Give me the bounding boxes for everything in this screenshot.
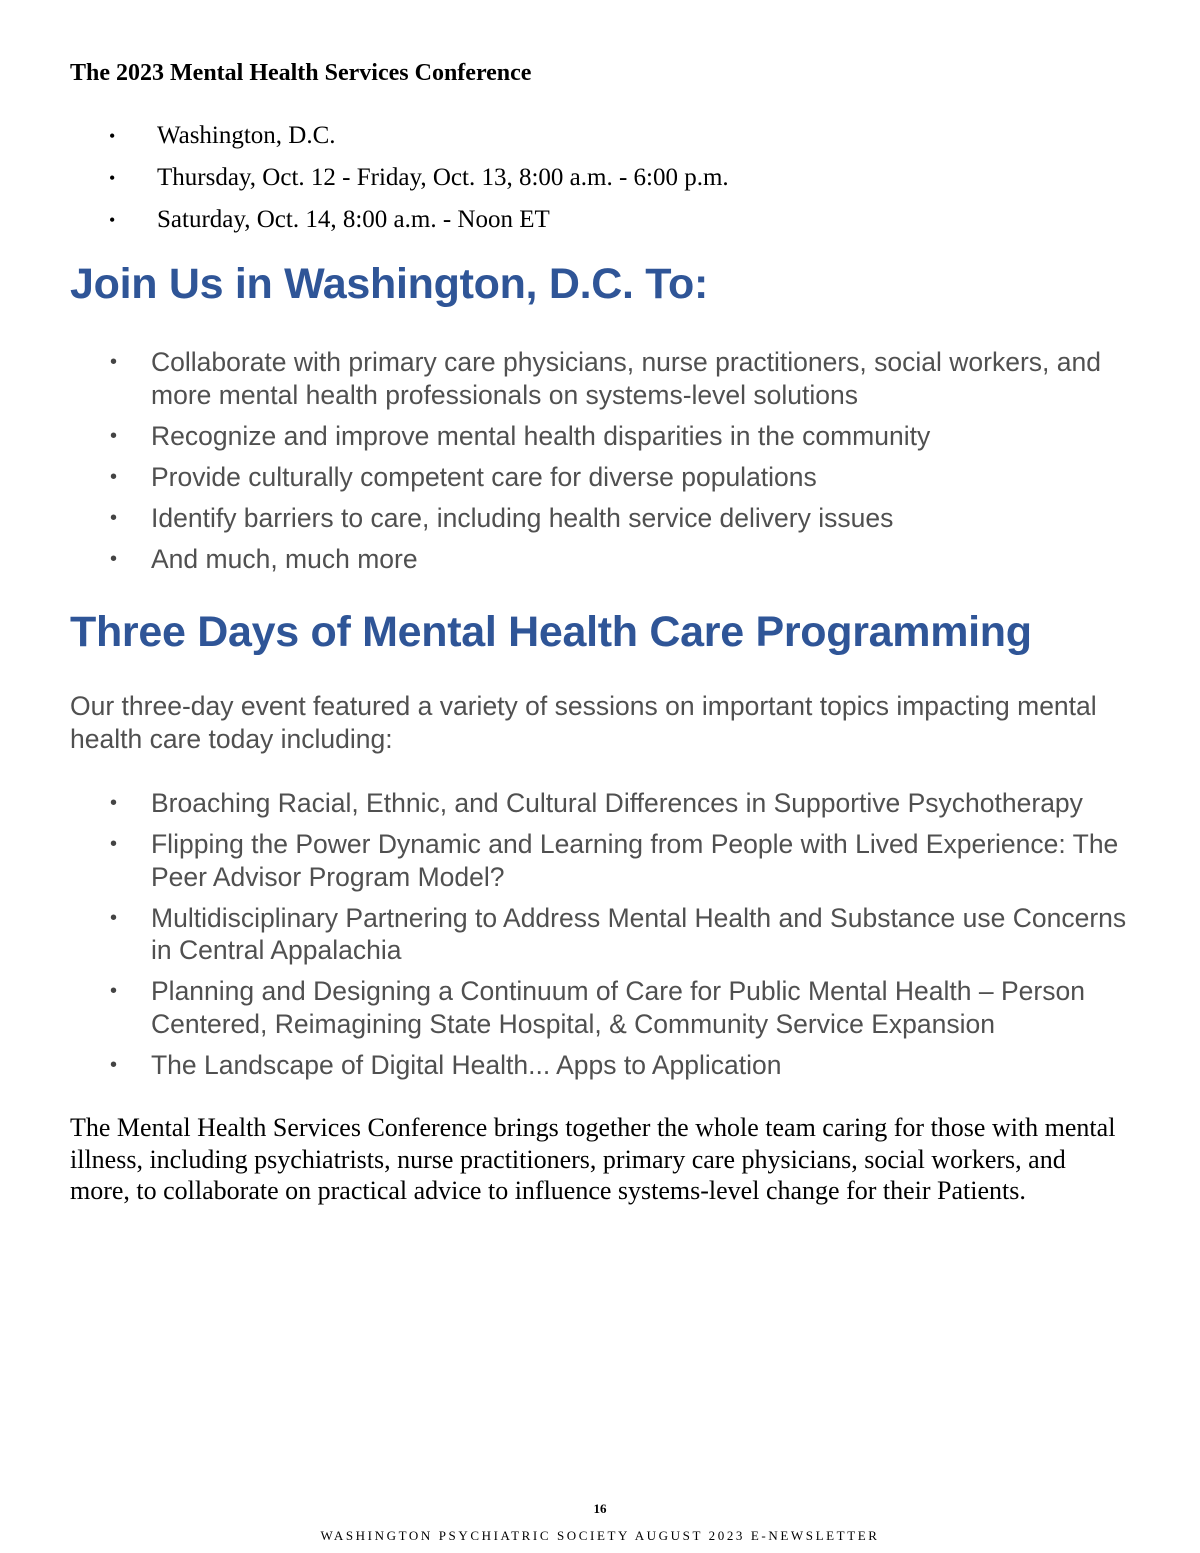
footer-newsletter-title: WASHINGTON PSYCHIATRIC SOCIETY AUGUST 2023 E-NEWSLETTER (320, 1528, 880, 1543)
bullet-icon: • (110, 351, 118, 373)
list-item (0, 346, 1200, 411)
join-heading: Join Us in Washington, D.C. To: (70, 260, 709, 308)
list-item (0, 543, 1200, 576)
session-list (0, 787, 1200, 1090)
list-item-text: Identify barriers to care, including health service delivery issues (151, 502, 894, 533)
list-item (0, 159, 1200, 201)
session-title: Broaching Racial, Ethnic, and Cultural Differences in Supportive Psychotherapy (151, 788, 1083, 818)
bullet-icon: • (110, 547, 118, 570)
list-item (0, 117, 1200, 159)
list-item (0, 461, 1200, 494)
list-item (0, 502, 1200, 535)
session-title: Flipping the Power Dynamic and Learning from People with Lived Experience: The Peer Advisor Program Model? (151, 829, 1119, 892)
conference-details-list (0, 117, 1200, 243)
list-item-text: Collaborate with primary care physicians, nurse practitioners, social workers, and more mental health professionals on systems-level solutions (151, 347, 1101, 410)
conference-dates-weekday: Thursday, Oct. 12 - Friday, Oct. 13, 8:00 a.m. - 6:00 p.m. (157, 164, 729, 191)
list-item (0, 828, 1200, 893)
bullet-icon: • (110, 833, 118, 855)
list-item (0, 902, 1200, 967)
list-item (0, 420, 1200, 453)
list-item-text: Recognize and improve mental health disparities in the community (151, 420, 931, 451)
bullet-icon: • (110, 906, 118, 929)
bullet-icon: • (110, 506, 118, 529)
list-item (0, 787, 1200, 820)
bullet-icon: • (110, 465, 118, 488)
join-goals-list (0, 346, 1200, 584)
bullet-icon: • (109, 168, 116, 188)
list-item (0, 201, 1200, 243)
page-number: 16 (593, 1501, 607, 1516)
list-item (0, 975, 1200, 1040)
session-title: The Landscape of Digital Health... Apps to Application (151, 1049, 782, 1080)
conference-location: Washington, D.C. (157, 122, 336, 149)
bullet-icon: • (109, 210, 116, 230)
bullet-icon: • (110, 1053, 118, 1076)
programming-heading: Three Days of Mental Health Care Programming (70, 608, 1032, 656)
conference-title: The 2023 Mental Health Services Conference (70, 60, 532, 86)
bullet-icon: • (110, 980, 118, 1002)
session-title: Planning and Designing a Continuum of Care for Public Mental Health – Person Centered, Reimagining State Hospital, & Community Service Expansion (151, 976, 1085, 1039)
conference-dates-saturday: Saturday, Oct. 14, 8:00 a.m. - Noon ET (157, 206, 550, 233)
list-item-text: And much, much more (151, 543, 418, 574)
closing-paragraph: The Mental Health Services Conference brings together the whole team caring for those with mental illness, including psychiatrists, nurse practitioners, primary care physicians, social workers, and more, to collaborate on practical advice to influence systems-level change for their Patients. (70, 1113, 1116, 1205)
list-item-text: Provide culturally competent care for diverse populations (151, 461, 817, 492)
bullet-icon: • (110, 424, 118, 447)
bullet-icon: • (110, 792, 118, 814)
list-item (0, 1049, 1200, 1082)
session-title: Multidisciplinary Partnering to Address Mental Health and Substance use Concerns in Central Appalachia (151, 902, 1127, 965)
bullet-icon: • (109, 126, 116, 146)
programming-intro: Our three-day event featured a variety of sessions on important topics impacting mental health care today including: (70, 691, 1097, 754)
